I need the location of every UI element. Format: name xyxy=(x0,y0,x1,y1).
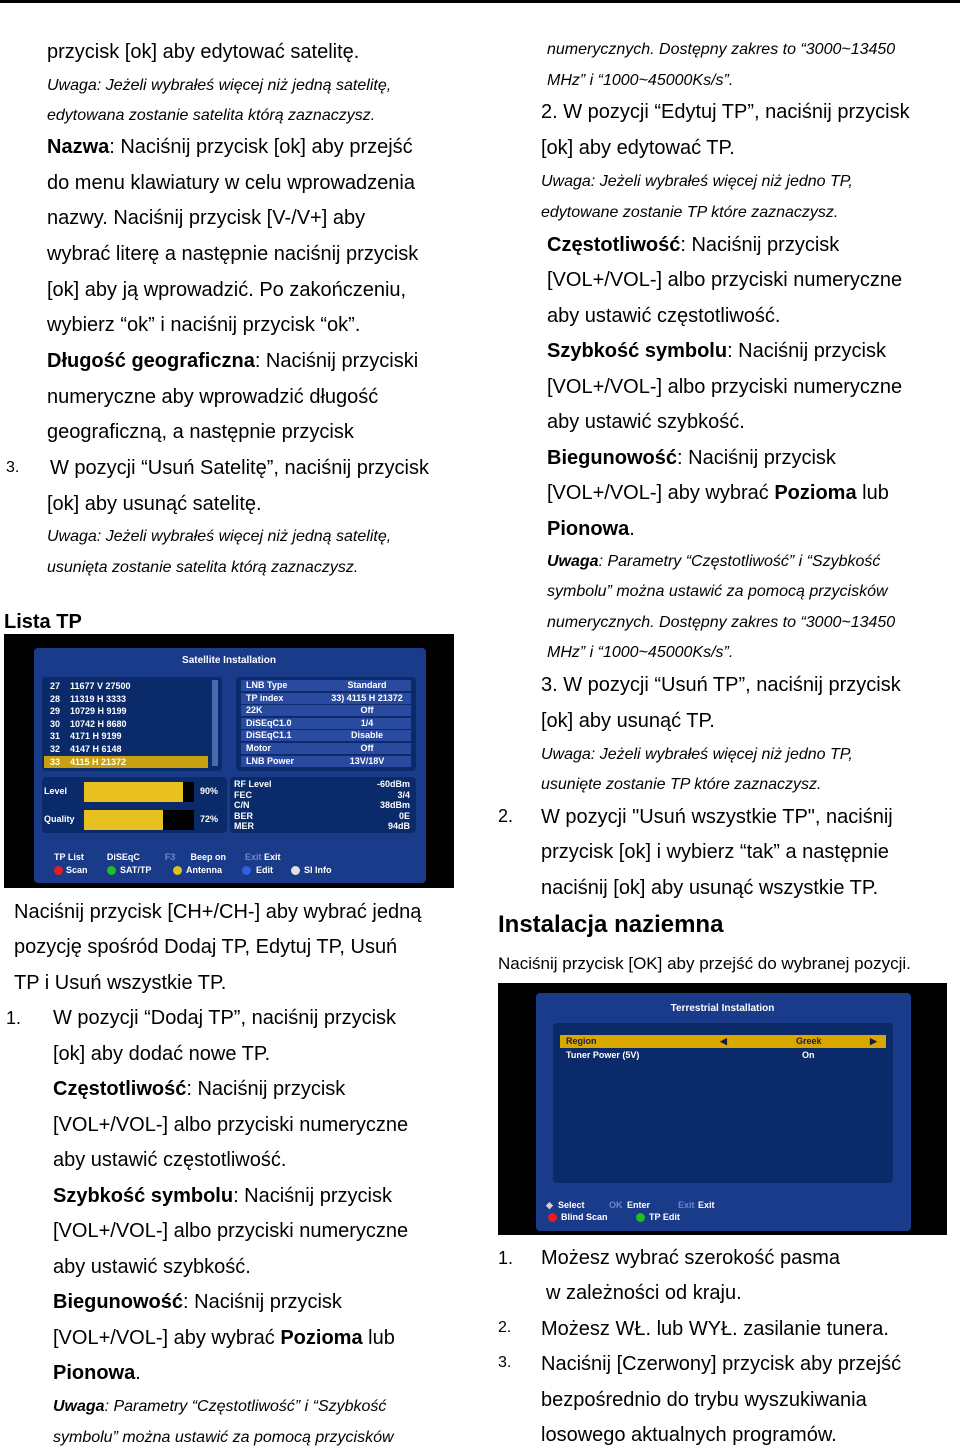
region-label: Region xyxy=(566,1036,597,1046)
antenna-button[interactable]: Antenna xyxy=(186,865,222,875)
tp-row-number[interactable]: 33 xyxy=(50,756,61,767)
term-dlugosc-desc: : Naciśnij przyciski xyxy=(254,350,419,372)
top-rule xyxy=(0,0,960,3)
text-line xyxy=(53,1184,392,1208)
text-line: aby ustawić częstotliwość. xyxy=(547,305,781,327)
setting-label: DiSEqC1.1 xyxy=(246,730,292,741)
yellow-key-icon xyxy=(173,866,182,875)
text-part: [VOL+/VOL-] aby wybrać xyxy=(547,482,775,504)
text-line: W pozycji “Usuń Satelitę”, naciśnij przycisk xyxy=(50,457,429,479)
text-line: [VOL+/VOL-] albo przyciski numeryczne xyxy=(53,1220,409,1242)
signal-label: MER xyxy=(234,821,254,831)
text-line: [VOL+/VOL-] albo przyciski numeryczne xyxy=(53,1114,409,1136)
text-line: przycisk [ok] aby edytować satelitę. xyxy=(47,41,360,63)
text-line: [ok] aby dodać nowe TP. xyxy=(53,1043,271,1065)
setting-label: Motor xyxy=(246,743,271,753)
setting-value: Off xyxy=(360,705,374,716)
signal-value: -60dBm xyxy=(376,779,410,789)
exit-button[interactable]: Exit xyxy=(264,852,281,862)
list-number: 3. xyxy=(498,1354,512,1371)
text-line: aby ustawić szybkość. xyxy=(53,1256,251,1278)
text-line: aby ustawić częstotliwość. xyxy=(53,1149,287,1171)
text-line: do menu klawiatury w celu wprowadzenia xyxy=(47,172,415,194)
beep-toggle[interactable]: Beep on xyxy=(190,852,226,862)
signal-value: 0E xyxy=(398,810,410,821)
text-part: lub xyxy=(362,1327,395,1349)
signal-label: RF Level xyxy=(234,779,272,789)
term-biegunowosc: Biegunowość xyxy=(53,1291,184,1313)
quality-bar-track xyxy=(84,810,194,830)
quality-bar-fill xyxy=(84,810,163,830)
satellite-installation-screenshot xyxy=(4,634,454,888)
text-line: bezpośrednio do trybu wyszukiwania xyxy=(541,1389,867,1411)
edit-button[interactable]: Edit xyxy=(256,865,273,875)
setting-label: 22K xyxy=(246,705,263,716)
text-line: Naciśnij [Czerwony] przycisk aby przejść xyxy=(541,1353,902,1375)
scan-button[interactable]: Scan xyxy=(66,865,88,875)
tp-row-number[interactable]: 32 xyxy=(50,744,61,754)
note-label: Uwaga xyxy=(53,1398,105,1415)
note-line: MHz” i “1000~45000Ks/s”. xyxy=(547,72,734,89)
list-number: 2. xyxy=(498,806,514,826)
tp-row-value[interactable]: 10742 H 8680 xyxy=(70,718,127,729)
ok-key: OK xyxy=(609,1200,623,1210)
tp-row-value[interactable]: 4115 H 21372 xyxy=(70,756,127,767)
option-pionowa: Pionowa xyxy=(547,518,630,540)
red-key-icon xyxy=(548,1213,557,1222)
sat-tp-button[interactable]: SAT/TP xyxy=(120,865,152,875)
signal-label: C/N xyxy=(234,800,250,810)
text-line: Naciśnij przycisk [CH+/CH-] aby wybrać jedną xyxy=(14,901,422,923)
list-number: 1. xyxy=(498,1248,514,1268)
note-line: Uwaga: Jeżeli wybrałeś więcej niż jedną satelitę, xyxy=(47,77,392,94)
blind-scan-button[interactable]: Blind Scan xyxy=(561,1212,608,1222)
tp-row-number[interactable]: 27 xyxy=(50,681,61,691)
signal-value: 3/4 xyxy=(397,789,410,800)
list-number: 3. xyxy=(6,459,20,476)
text-line: Możesz WŁ. lub WYŁ. zasilanie tunera. xyxy=(541,1318,889,1340)
si-info-button[interactable]: SI Info xyxy=(304,865,332,875)
setting-value: Disable xyxy=(350,730,383,741)
note-text: : Parametry “Częstotliwość” i “Szybkość xyxy=(104,1398,387,1415)
setting-value: 33) 4115 H 21372 xyxy=(331,692,403,703)
select-hint: Select xyxy=(558,1200,585,1210)
signal-label: FEC xyxy=(234,789,252,800)
text-line: TP i Usuń wszystkie TP. xyxy=(14,972,227,994)
term-czestotliwosc: Częstotliwość xyxy=(547,234,681,256)
intro-line: Naciśnij przycisk [OK] aby przejść do wybranej pozycji. xyxy=(498,954,911,973)
term-biegunowosc: Biegunowość xyxy=(547,447,678,469)
text-line: naciśnij [ok] aby usunąć wszystkie TP. xyxy=(541,877,879,899)
tp-row-value[interactable]: 11319 H 3333 xyxy=(70,693,127,704)
setting-label: DiSEqC1.0 xyxy=(246,717,292,728)
footer-row xyxy=(54,852,281,863)
exit-key: Exit xyxy=(678,1200,695,1210)
setting-value: 1/4 xyxy=(360,717,374,728)
term-szybkosc: Szybkość symbolu xyxy=(53,1185,234,1207)
signal-value: 94dB xyxy=(387,821,410,831)
text-line xyxy=(547,517,635,541)
text-line: wybrać literę a następnie naciśnij przycisk xyxy=(47,243,419,265)
text-line: numeryczne aby wprowadzić długość xyxy=(47,386,379,408)
text-line: [VOL+/VOL-] albo przyciski numeryczne xyxy=(547,376,903,398)
setting-label: LNB Type xyxy=(246,680,288,690)
level-label: Level xyxy=(44,786,68,796)
quality-label: Quality xyxy=(44,814,75,824)
note-line: Uwaga: Jeżeli wybrałeś więcej niż jedną satelitę, xyxy=(47,528,392,545)
tp-row-value[interactable]: 10729 H 9199 xyxy=(70,706,127,717)
green-key-icon xyxy=(636,1213,645,1222)
term-szybkosc: Szybkość symbolu xyxy=(547,340,728,362)
term-desc: : Naciśnij przycisk xyxy=(183,1291,342,1313)
term-desc: : Naciśnij przycisk xyxy=(727,340,886,362)
screen-title: Terrestrial Installation xyxy=(670,1003,775,1014)
setting-label: LNB Power xyxy=(246,755,295,766)
option-pozioma: Pozioma xyxy=(280,1327,363,1349)
tuner-power-label: Tuner Power (5V) xyxy=(566,1050,640,1060)
nav-arrows-icon: ◆ xyxy=(546,1200,553,1210)
red-key-icon xyxy=(54,866,63,875)
text-line xyxy=(547,446,836,470)
text-part: . xyxy=(629,518,635,540)
text-line xyxy=(547,339,886,363)
note-line: usunięte zostanie TP które zaznaczysz. xyxy=(541,776,822,793)
term-desc: : Naciśnij przycisk xyxy=(186,1078,346,1100)
text-line xyxy=(47,135,413,159)
quality-value: 72% xyxy=(200,814,219,824)
note-line: edytowana zostanie satelita którą zaznaczysz. xyxy=(47,107,376,124)
tp-list-key[interactable]: TP List xyxy=(54,852,84,862)
text-line: W pozycji "Usuń wszystkie TP", naciśnij xyxy=(541,806,893,828)
note-line: Uwaga: Jeżeli wybrałeś więcej niż jedno TP, xyxy=(541,173,853,190)
term-czestotliwosc: Częstotliwość xyxy=(53,1078,187,1100)
note-line: edytowane zostanie TP które zaznaczysz. xyxy=(541,204,839,221)
section-heading: Instalacja naziemna xyxy=(498,911,724,938)
chevron-left-icon[interactable]: ◀ xyxy=(720,1036,727,1046)
text-line: pozycję spośród Dodaj TP, Edytuj TP, Usuń xyxy=(14,936,398,958)
scrollbar[interactable] xyxy=(212,680,218,766)
list-number: 2. xyxy=(498,1319,512,1336)
text-line: przycisk [ok] i wybierz “tak” a następnie xyxy=(541,841,889,863)
text-line xyxy=(53,1077,345,1101)
text-part: lub xyxy=(856,482,889,504)
signal-value: 38dBm xyxy=(379,800,410,810)
term-nazwa-desc: : Naciśnij przycisk [ok] aby przejść xyxy=(109,136,413,158)
term-desc: : Naciśnij przycisk xyxy=(233,1185,392,1207)
text-line: aby ustawić szybkość. xyxy=(547,411,745,433)
tp-row-number[interactable]: 31 xyxy=(50,731,61,742)
text-line: [VOL+/VOL-] albo przyciski numeryczne xyxy=(547,269,903,291)
screen-title: Satellite Installation xyxy=(182,655,276,666)
text-line: w zależności od kraju. xyxy=(546,1282,742,1304)
note-line: symbolu” można ustawić za pomocą przycisków xyxy=(547,583,888,600)
tp-row-number[interactable]: 30 xyxy=(50,718,61,729)
term-desc: : Naciśnij przycisk xyxy=(680,234,840,256)
note-line: numerycznych. Dostępny zakres to “3000~13450 xyxy=(547,41,896,58)
diseqc-key[interactable]: DiSEqC xyxy=(106,852,140,862)
terrestrial-installation-screenshot xyxy=(498,983,947,1235)
note-label: Uwaga xyxy=(547,553,599,570)
tp-edit-button[interactable]: TP Edit xyxy=(649,1212,680,1222)
text-line: nazwy. Naciśnij przycisk [V-/V+] aby xyxy=(47,207,366,229)
exit-key: Exit xyxy=(245,852,262,862)
text-line: [ok] aby ją wprowadzić. Po zakończeniu, xyxy=(47,279,407,301)
note-line: symbolu” można ustawić za pomocą przycisków xyxy=(53,1429,394,1446)
setting-value: Off xyxy=(360,743,374,753)
text-part: . xyxy=(135,1362,141,1384)
tp-row-number[interactable]: 28 xyxy=(50,693,61,704)
signal-label: BER xyxy=(234,810,254,821)
tuner-power-value: On xyxy=(802,1050,815,1060)
text-line: 2. W pozycji “Edytuj TP”, naciśnij przycisk xyxy=(541,101,910,123)
text-line xyxy=(547,233,839,257)
tp-row-value[interactable]: 11677 V 27500 xyxy=(70,681,131,691)
tp-row-number[interactable]: 29 xyxy=(50,706,61,717)
text-line: 3. W pozycji “Usuń TP”, naciśnij przycisk xyxy=(541,674,901,696)
option-pozioma: Pozioma xyxy=(774,482,857,504)
text-line: W pozycji “Dodaj TP”, naciśnij przycisk xyxy=(53,1007,397,1029)
note-line: usunięta zostanie satelita którą zaznaczysz. xyxy=(47,559,359,576)
tp-row-value[interactable]: 4171 H 9199 xyxy=(70,731,122,742)
option-pionowa: Pionowa xyxy=(53,1362,136,1384)
f3-key: F3 xyxy=(164,852,176,862)
term-dlugosc: Długość geograficzna xyxy=(47,350,255,372)
chevron-right-icon[interactable]: ▶ xyxy=(870,1036,877,1046)
note-line: Uwaga: Jeżeli wybrałeś więcej niż jedno TP, xyxy=(541,746,853,763)
text-line: [ok] aby usunąć TP. xyxy=(541,710,715,732)
text-line: [ok] aby edytować TP. xyxy=(541,137,735,159)
list-number: 1. xyxy=(6,1008,22,1028)
text-line: wybierz “ok” i naciśnij przycisk “ok”. xyxy=(47,314,361,336)
term-nazwa: Nazwa xyxy=(47,136,110,158)
note-text: : Parametry “Częstotliwość” i “Szybkość xyxy=(598,553,881,570)
blue-key-icon xyxy=(242,866,251,875)
setting-value: 13V/18V xyxy=(349,755,385,766)
text-part: [VOL+/VOL-] aby wybrać xyxy=(53,1327,281,1349)
note-line: MHz” i “1000~45000Ks/s”. xyxy=(547,644,734,661)
green-key-icon xyxy=(107,866,116,875)
tp-row-value[interactable]: 4147 H 6148 xyxy=(70,744,122,754)
exit-button[interactable]: Exit xyxy=(698,1200,715,1210)
text-line: losowego aktualnych programów. xyxy=(541,1424,837,1446)
term-desc: : Naciśnij przycisk xyxy=(677,447,836,469)
note-line xyxy=(53,1397,386,1417)
text-line xyxy=(53,1290,342,1314)
section-title: Lista TP xyxy=(4,611,82,633)
text-line xyxy=(47,349,418,373)
text-line: geograficzną, a następnie przycisk xyxy=(47,421,354,443)
note-line xyxy=(547,552,880,572)
text-line xyxy=(53,1361,141,1385)
level-bar-track xyxy=(84,782,194,802)
text-line xyxy=(547,481,889,505)
level-bar-fill xyxy=(84,782,183,802)
text-line: Możesz wybrać szerokość pasma xyxy=(541,1247,840,1269)
region-value: Greek xyxy=(796,1036,822,1046)
setting-label: TP index xyxy=(246,692,284,703)
enter-hint[interactable]: Enter xyxy=(627,1200,651,1210)
setting-value: Standard xyxy=(347,680,387,690)
text-line: [ok] aby usunąć satelitę. xyxy=(47,493,262,515)
info-key-icon xyxy=(291,866,300,875)
note-line: numerycznych. Dostępny zakres to “3000~13450 xyxy=(547,614,896,631)
text-line xyxy=(53,1326,395,1350)
level-value: 90% xyxy=(200,786,219,796)
